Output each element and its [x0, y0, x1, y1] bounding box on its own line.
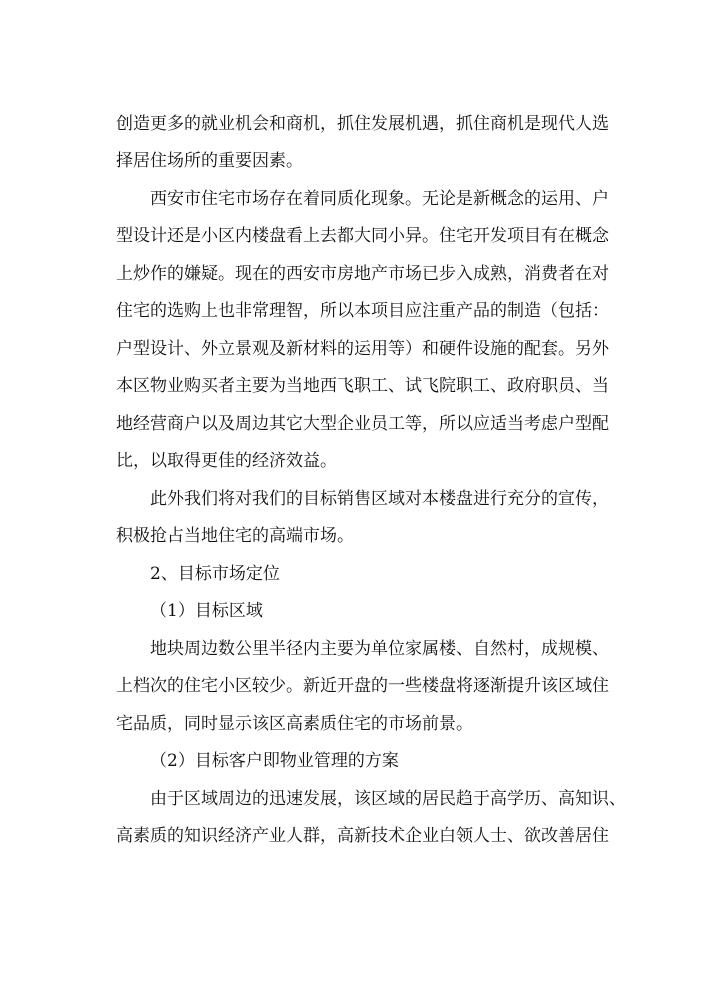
text-line: 地经营商户以及周边其它大型企业员工等，所以应适当考虑户型配 [116, 414, 609, 434]
text-line: 高素质的知识经济产业人群，高新技术企业白领人士、欲改善居住 [116, 826, 609, 846]
text-line: 创造更多的就业机会和商机，抓住发展机遇，抓住商机是现代人选 [116, 114, 609, 134]
subsection-heading: （2）目标客户即物业管理的方案 [150, 751, 399, 771]
text-line: 择居住场所的重要因素。 [116, 151, 303, 171]
text-line: 型设计还是小区内楼盘看上去都大同小异。住宅开发项目有在概念 [116, 226, 609, 246]
text-line: 上炒作的嫌疑。现在的西安市房地产市场已步入成熟，消费者在对 [116, 264, 609, 284]
text-line: 积极抢占当地住宅的高端市场。 [116, 526, 354, 546]
paragraph-start: 地块周边数公里半径内主要为单位家属楼、自然村，成规模、 [150, 639, 609, 659]
paragraph-start: 西安市住宅市场存在着同质化现象。无论是新概念的运用、户 [150, 189, 609, 209]
paragraph-start: 此外我们将对我们的目标销售区域对本楼盘进行充分的宣传， [150, 489, 609, 509]
text-line: 宅品质，同时显示该区高素质住宅的市场前景。 [116, 714, 473, 734]
text-line: 比，以取得更佳的经济效益。 [116, 451, 337, 471]
text-line: 户型设计、外立景观及新材料的运用等）和硬件设施的配套。另外 [116, 339, 609, 359]
text-line: 住宅的选购上也非常理智，所以本项目应注重产品的制造（包括： [116, 301, 609, 321]
text-line: 上档次的住宅小区较少。新近开盘的一些楼盘将逐渐提升该区域住 [116, 676, 609, 696]
text-line: 本区物业购买者主要为当地西飞职工、试飞院职工、政府职员、当 [116, 376, 609, 396]
paragraph-start: 由于区域周边的迅速发展，该区域的居民趋于高学历、高知识、 [150, 789, 626, 809]
subsection-heading: （1）目标区域 [150, 601, 263, 621]
section-heading: 2、目标市场定位 [150, 564, 280, 584]
